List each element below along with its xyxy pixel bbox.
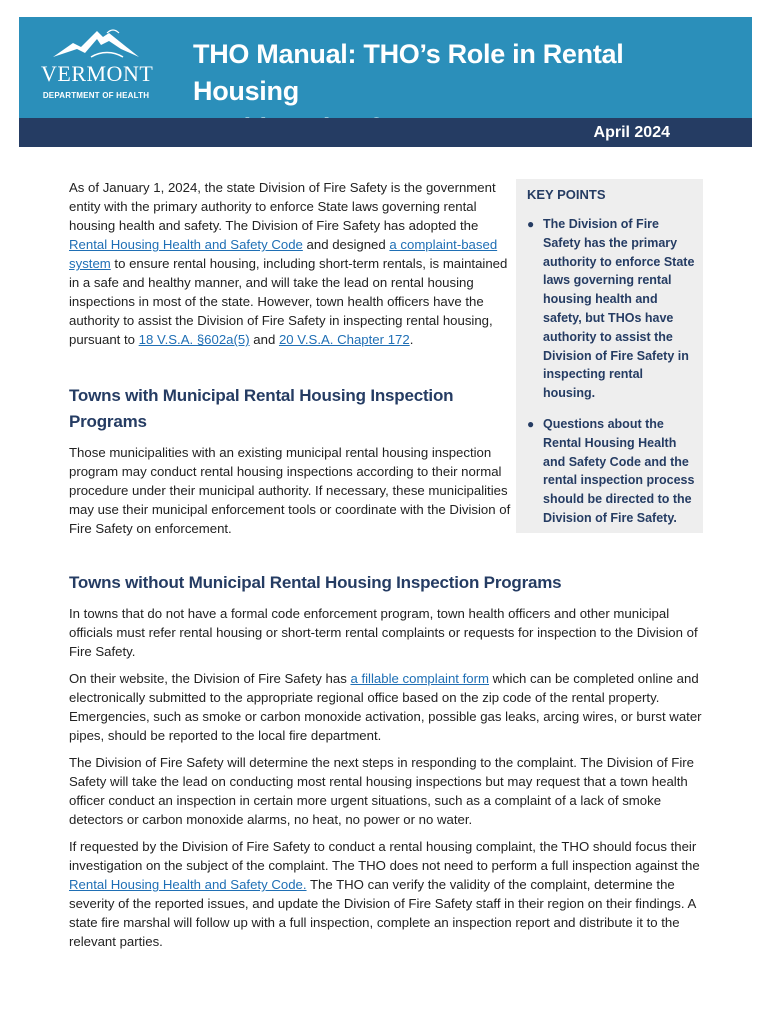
date-band [19,118,752,147]
section2-body [69,604,709,959]
bullet-icon: ● [527,416,535,431]
intro-text-5: . [409,332,414,347]
section-heading-with-programs: Towns with Municipal Rental Housing Inspection Programs [69,386,454,431]
title-line-1: THO Manual: THO’s Role in Rental Housing [193,39,624,106]
intro-text-2: and designed [302,237,390,252]
key-point-item [526,215,698,403]
vermont-health-logo [41,25,154,111]
complaint-form-link[interactable]: a fillable complaint form [350,671,489,686]
p4-text-a: If requested by the Division of Fire Safety to conduct a rental housing complaint, the THO should focus their investigation on the subject of the complaint. The THO does not need to perform a full inspection against the [69,839,700,873]
section1-paragraph: Those municipalities with an existing municipal rental housing inspection program may conduct rental housing inspections according to their normal procedure under their municipal authority. If necessary, these municipalities may use their municipal enforcement tools or coordinate with the Division of Fire Safety on enforcement. [69,445,511,536]
section2-paragraph-4 [69,837,709,951]
section2-paragraph-1: In towns that do not have a formal code enforcement program, town health officers and other municipal officials must refer rental housing or short-term rental complaints or requests for inspection to the Division of Fire Safety. [69,606,698,659]
key-point-text: The Division of Fire Safety has the primary authority to enforce State laws governing rental housing health and safety, but THOs have authority to assist the Division of Fire Safety in inspecting rental housing. [543,217,695,401]
chapter-172-link[interactable]: 20 V.S.A. Chapter 172 [278,332,410,347]
rental-code-link-2[interactable]: Rental Housing Health and Safety Code. [69,877,307,892]
document-date: April 2024 [593,124,670,141]
intro-text-3: to ensure rental housing, including short-term rentals, is maintained in a safe and healthy manner, and will take the lead on rental housing inspections in most of the state. However, town health officers have the authority to assist the Division of Fire Safety in inspecting rental housing, pursuant to [69,256,508,347]
section2-paragraph-3: The Division of Fire Safety will determine the next steps in responding to the complaint. The Division of Fire Safety will take the lead on conducting most rental housing inspections but may request that a town health officer conduct an inspection in certain more urgent situations, such as a complaint of a lack of smoke detectors or carbon monoxide alarms, no heat, no power or no water. [69,755,694,827]
key-points-box [516,179,703,533]
intro-text-1: As of January 1, 2024, the state Division of Fire Safety is the government entity with the primary authority to enforce State laws governing rental housing health and safety. The Division of Fire Safety has adopted the [69,180,496,233]
key-points-title: KEY POINTS [527,187,606,202]
mountain-logo-icon [51,27,141,63]
p2-text-b: which can be completed online and electronically submitted to the appropriate regional office based on the zip code of the rental property. Emergencies, such as smoke or carbon monoxide activation, possible gas leaks, arcing wires, or burst water pipes, should be reported to the local fire department. [69,671,702,743]
intro-paragraph [69,178,511,349]
p4-text-b: The THO can verify the validity of the complaint, determine the severity of the reported issues, and update the Division of Fire Safety staff in their region on their findings. A state fire marshal will follow up with a full inspection, complete an inspection report and distribute it to the relevant parties. [69,877,696,949]
rental-code-link[interactable]: Rental Housing Health and Safety Code [69,237,303,252]
key-point-item [526,415,698,528]
logo-wordmark: VERMONT [41,61,154,86]
bullet-icon: ● [527,217,535,231]
key-points-list [526,215,698,540]
key-point-text: Questions about the Rental Housing Health and Safety Code and the rental inspection process should be directed to the Division of Fire Safety. [543,416,695,525]
complaint-system-link[interactable]: a complaint-based system [69,237,498,271]
intro-text-4: and [249,332,279,347]
section2-paragraph-2 [69,669,709,745]
p2-text-a: On their website, the Division of Fire Safety has [69,671,351,686]
header-band [19,17,752,118]
section-heading-without-programs: Towns without Municipal Rental Housing Inspection Programs [69,573,562,592]
statute-602a-link[interactable]: 18 V.S.A. §602a(5) [138,332,250,347]
logo-subtitle: DEPARTMENT OF HEALTH [42,91,150,100]
